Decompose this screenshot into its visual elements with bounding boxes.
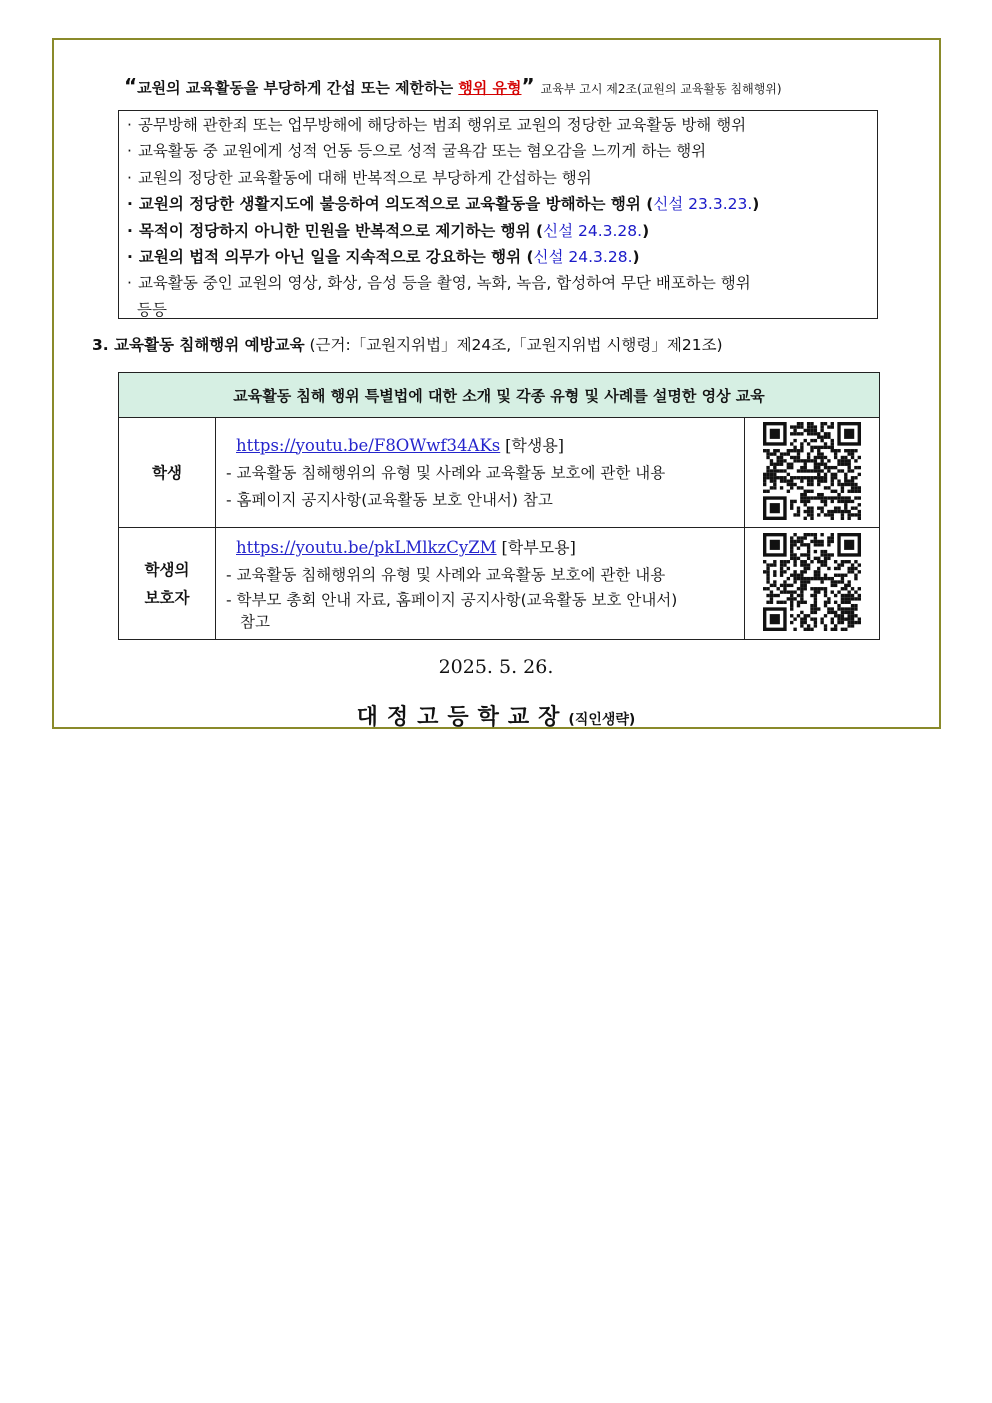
violation-list-box — [118, 110, 878, 319]
student-video-link[interactable]: https://youtu.be/F8OWwf34AKs — [236, 435, 501, 455]
content-line: - 홈페이지 공지사항(교육활동 보호 안내서) 참고 — [226, 490, 553, 509]
school-signature — [0, 700, 992, 731]
title-main: 교원의 교육활동을 부당하게 간섭 또는 제한하는 — [137, 79, 454, 97]
list-item: · 교육활동 중인 교원의 영상, 화상, 음성 등을 촬영, 녹화, 녹음, 합성하여 무단 배포하는 행위 — [127, 274, 751, 293]
student-tag: [학생용] — [505, 435, 565, 455]
list-item: · 교원의 법적 의무가 아닌 일을 지속적으로 강요하는 행위 (신설 24.3.28.) — [127, 248, 640, 267]
notice-title — [124, 74, 884, 98]
list-item: · 교육활동 중 교원에게 성적 언동 등으로 성적 굴욕감 또는 혐오감을 느끼게 하는 행위 — [127, 142, 707, 161]
target-parent: 학생의 보호자 — [119, 528, 216, 640]
table-row — [119, 418, 880, 528]
content-line: - 학부모 총회 안내 자료, 홈페이지 공지사항(교육활동 보호 안내서) — [226, 591, 678, 609]
list-item: · 목적이 정당하지 아니한 민원을 반복적으로 제기하는 행위 (신설 24.3.28.) — [127, 221, 650, 240]
table-row — [119, 528, 880, 640]
parent-tag: [학부모용] — [501, 538, 576, 557]
section-title: 3. 교육활동 침해행위 예방교육 — [92, 336, 305, 354]
list-item-continuation: 등등 — [137, 300, 167, 319]
new-clause-note: 신설 24.3.28. — [533, 248, 633, 267]
education-table — [118, 372, 880, 640]
seal-note: (직인생략) — [568, 712, 636, 728]
qr-code-icon[interactable] — [763, 533, 861, 631]
title-highlight: 행위 유형 — [458, 79, 522, 97]
parent-qr-cell — [745, 528, 880, 640]
parent-content — [216, 528, 745, 640]
qr-code-icon[interactable] — [763, 422, 861, 520]
content-line: - 교육활동 침해행위의 유형 및 사례와 교육활동 보호에 관한 내용 — [226, 463, 666, 482]
target-student: 학생 — [119, 418, 216, 528]
table-header: 교육활동 침해 행위 특별법에 대한 소개 및 각종 유형 및 사례를 설명한 영상 교육 — [119, 373, 880, 418]
list-item: · 교원의 정당한 교육활동에 대해 반복적으로 부당하게 간섭하는 행위 — [127, 168, 592, 187]
content-continuation: 참고 — [240, 613, 270, 631]
close-quote: ” — [521, 74, 535, 98]
section-3-heading — [92, 333, 723, 355]
list-item: · 공무방해 관한죄 또는 업무방해에 해당하는 범죄 행위로 교원의 정당한 교육활동 방해 행위 — [127, 116, 747, 134]
content-line: - 교육활동 침해행위의 유형 및 사례와 교육활동 보호에 관한 내용 — [226, 566, 666, 584]
student-content — [216, 418, 745, 528]
parent-video-link[interactable]: https://youtu.be/pkLMlkzCyZM — [236, 538, 497, 557]
section-basis: (근거:「교원지위법」제24조,「교원지위법 시행령」제21조) — [309, 336, 723, 354]
list-item: · 교원의 정당한 생활지도에 불응하여 의도적으로 교육활동을 방해하는 행위 (신설 23.3.23.) — [127, 195, 760, 214]
new-clause-note: 신설 23.3.23. — [653, 195, 753, 214]
student-qr-cell — [745, 418, 880, 528]
school-name: 대정고등학교장 — [356, 705, 569, 730]
new-clause-note: 신설 24.3.28. — [543, 221, 643, 240]
open-quote: “ — [124, 74, 138, 98]
title-source: 교육부 고시 제2조(교원의 교육활동 침해행위) — [540, 82, 782, 96]
notice-date: 2025. 5. 26. — [438, 656, 554, 678]
